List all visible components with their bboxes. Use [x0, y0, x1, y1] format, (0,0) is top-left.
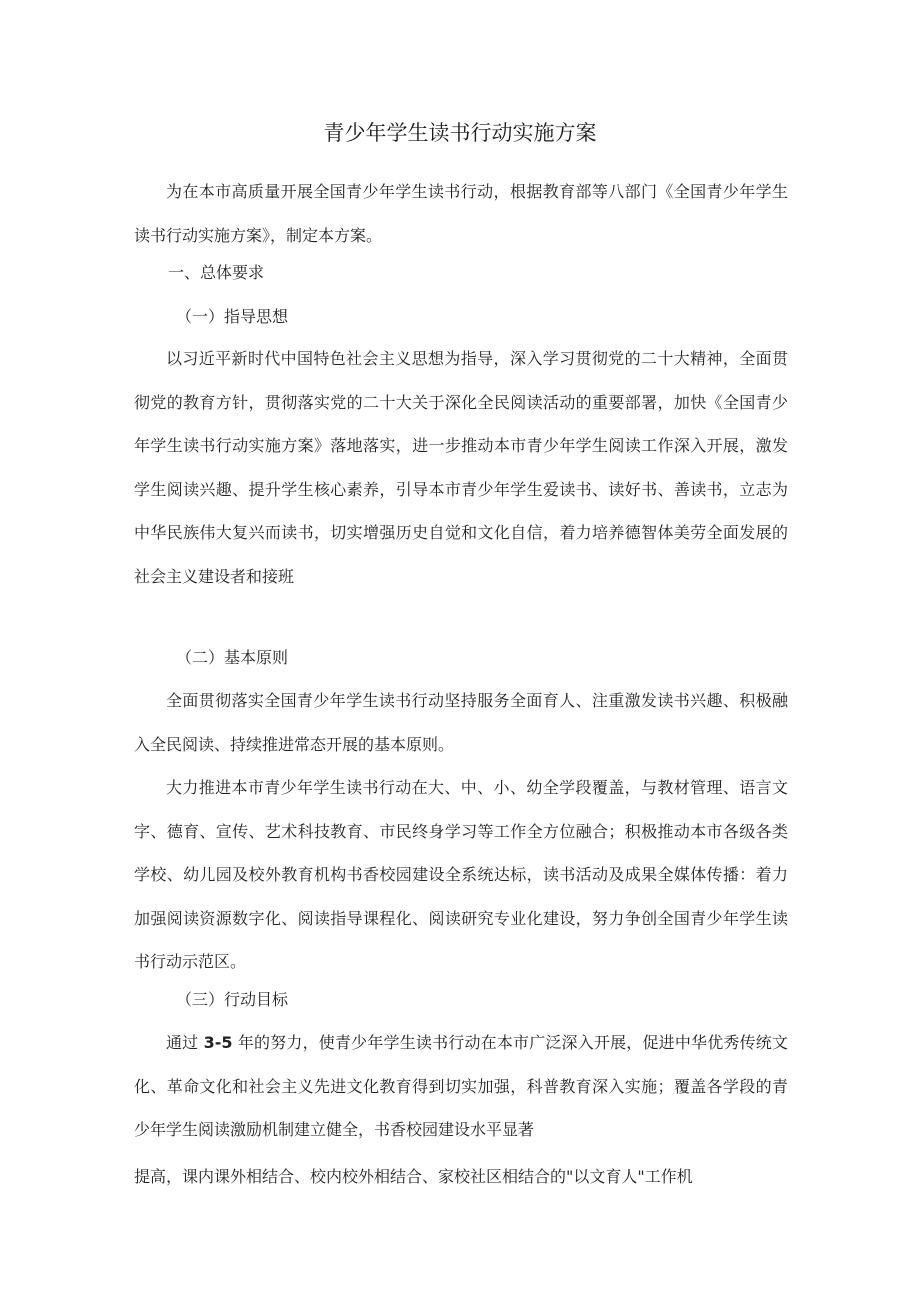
basic-principles-paragraph-1: 全面贯彻落实全国青少年学生读书行动坚持服务全面育人、注重激发读书兴趣、积极融入全民阅读、持续推进常态开展的基本原则。 [134, 691, 788, 754]
action-goals-paragraph [134, 1021, 788, 1152]
document-title: 青少年学生读书行动实施方案 [323, 121, 597, 145]
section-heading-general-requirements: 一、总体要求 [168, 263, 265, 282]
subsection-heading-guiding-ideology: （一）指导思想 [176, 307, 289, 326]
basic-principles-paragraph-2: 大力推进本市青少年学生读书行动在大、中、小、幼全学段覆盖，与教材管理、语言文字、德育、宣传、艺术科技教育、市民终身学习等工作全方位融合；积极推动本市各级各类学校、幼儿园及校外教育机构书香校园建设全系统达标，读书活动及成果全媒体传播：着力加强阅读资源数字化、阅读指导课程化、阅读研究专业化建设，努力争创全国青少年学生读书行动示范区。 [134, 778, 788, 971]
guiding-ideology-paragraph: 以习近平新时代中国特色社会主义思想为指导，深入学习贯彻党的二十大精神，全面贯彻党的教育方针，贯彻落实党的二十大关于深化全民阅读活动的重要部署，加快《全国青少年学生读书行动实施方案》落地落实，进一步推动本市青少年学生阅读工作深入开展，激发学生阅读兴趣、提升学生核心素养，引导本市青少年学生爱读书、读好书、善读书，立志为中华民族伟大复兴而读书，切实增强历史自觉和文化自信，着力培养德智体美劳全面发展的社会主义建设者和接班 [134, 349, 788, 586]
goals-years: 3-5 [203, 1033, 233, 1052]
goals-text-pre: 通过 [166, 1033, 199, 1052]
goals-text-post: 年的努力，使青少年学生读书行动在本市广泛深入开展，促进中华优秀传统文化、革命文化和社会主义先进文化教育得到切实加强，科普教育深入实施；覆盖各学段的青少年学生阅读激励机制建立健全，书香校园建设水平显著 [134, 1033, 788, 1139]
subsection-heading-action-goals: （三）行动目标 [176, 990, 289, 1009]
action-goals-continuation: 提高，课内课外相结合、校内校外相结合、家校社区相结合的"以文育人"工作机 [134, 1167, 693, 1186]
subsection-heading-basic-principles: （二）基本原则 [176, 648, 289, 667]
intro-paragraph: 为在本市高质量开展全国青少年学生读书行动，根据教育部等八部门《全国青少年学生读书行动实施方案》，制定本方案。 [134, 182, 788, 245]
